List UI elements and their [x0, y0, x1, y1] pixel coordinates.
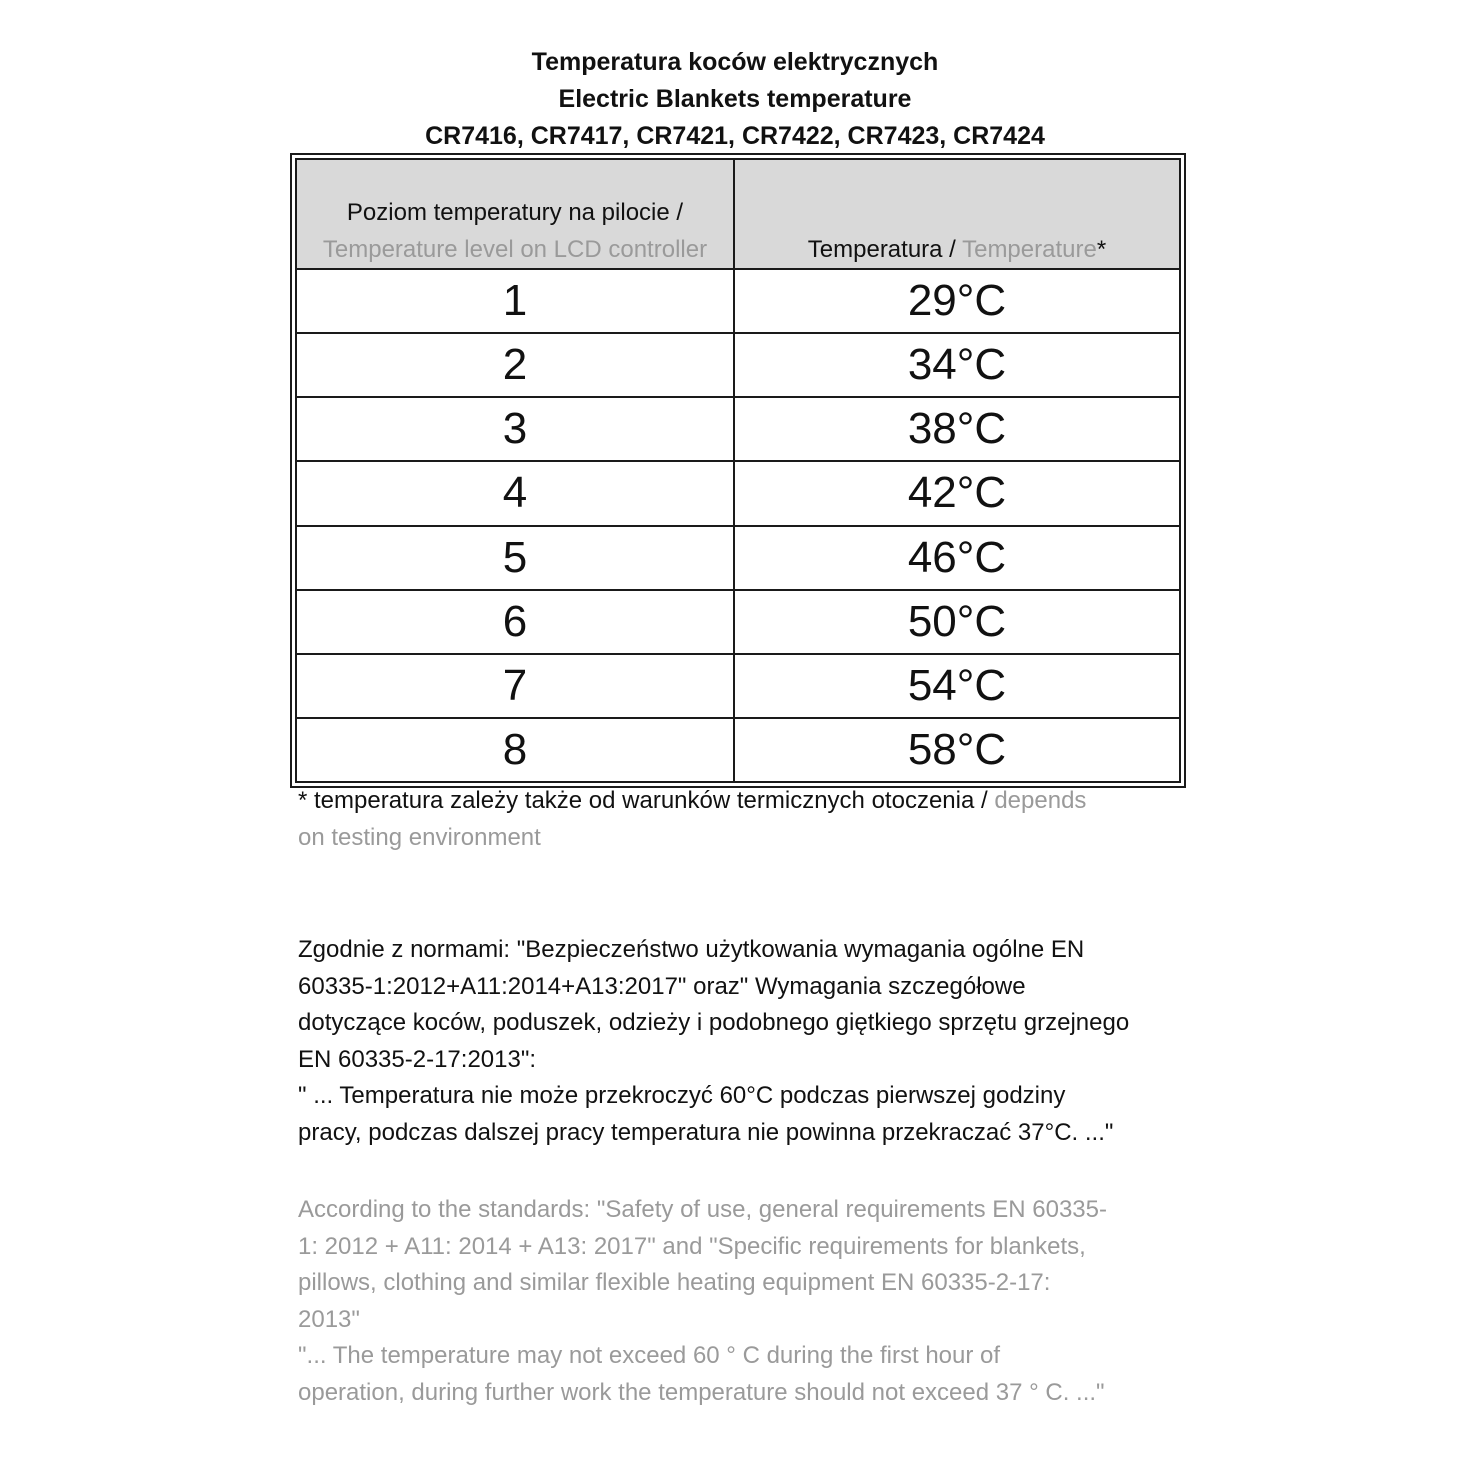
level-cell: 3 [296, 397, 734, 461]
paragraph-line: According to the standards: "Safety of use, general requirements EN 60335- [298, 1196, 1107, 1223]
temperature-cell: 34°C [734, 333, 1180, 397]
temperature-table-frame [290, 153, 1186, 788]
paragraph-line: 1: 2012 + A11: 2014 + A13: 2017" and "Specific requirements for blankets, [298, 1232, 1086, 1260]
footnote-en-part1: depends [994, 787, 1087, 814]
table-footnote [298, 783, 1178, 856]
temperature-cell: 29°C [734, 269, 1180, 333]
level-cell: 4 [296, 461, 734, 525]
footnote-en-part2: on testing environment [298, 823, 541, 851]
paragraph-line: Zgodnie z normami: "Bezpieczeństwo użytkowania wymagania ogólne EN [298, 936, 1085, 963]
paragraph-line: operation, during further work the temperature should not exceed 37 ° C. ..." [298, 1378, 1105, 1406]
title-line-pl: Temperatura koców elektrycznych [531, 48, 939, 76]
footnote-pl: * temperatura zależy także od warunków termicznych otoczenia / [298, 787, 988, 814]
temperature-cell: 46°C [734, 526, 1180, 590]
table-row [296, 526, 1180, 590]
table-row [296, 461, 1180, 525]
paragraph-line: dotyczące koców, poduszek, odzieży i podobnego giętkiego sprzętu grzejnego [298, 1009, 1130, 1037]
temperature-cell: 50°C [734, 590, 1180, 654]
table-row [296, 397, 1180, 461]
temperature-table [295, 158, 1181, 783]
header-level-pl: Poziom temperatury na pilocie / [346, 199, 684, 226]
level-cell: 5 [296, 526, 734, 590]
temperature-cell: 58°C [734, 718, 1180, 782]
paragraph-line: 2013" [298, 1305, 360, 1333]
level-cell: 6 [296, 590, 734, 654]
document-title [0, 44, 1470, 155]
header-temperature-cell [734, 159, 1180, 269]
level-cell: 2 [296, 333, 734, 397]
paragraph-line: pillows, clothing and similar flexible heating equipment EN 60335-2-17: [298, 1269, 1051, 1297]
standards-paragraph-pl [298, 932, 1188, 1152]
paragraph-line: 60335-1:2012+A11:2014+A13:2017" oraz" Wymagania szczegółowe [298, 972, 1026, 1000]
header-temperature-en: Temperature [962, 236, 1097, 263]
table-row [296, 718, 1180, 782]
temperature-cell: 42°C [734, 461, 1180, 525]
temperature-cell: 54°C [734, 654, 1180, 718]
table-row [296, 590, 1180, 654]
header-temperature-pl: Temperatura / [807, 236, 956, 263]
title-line-models: CR7416, CR7417, CR7421, CR7422, CR7423, CR7424 [425, 122, 1045, 150]
table-row [296, 333, 1180, 397]
temperature-cell: 38°C [734, 397, 1180, 461]
header-level-en: Temperature level on LCD controller [322, 236, 708, 263]
level-cell: 8 [296, 718, 734, 782]
paragraph-line: EN 60335-2-17:2013": [298, 1045, 537, 1073]
level-cell: 1 [296, 269, 734, 333]
table-header-row [296, 159, 1180, 269]
paragraph-line: pracy, podczas dalszej pracy temperatura nie powinna przekraczać 37°C. ..." [298, 1118, 1114, 1146]
table-row [296, 654, 1180, 718]
standards-paragraph-en [298, 1192, 1188, 1412]
header-level-cell [296, 159, 734, 269]
header-asterisk: * [1096, 236, 1107, 263]
paragraph-line: " ... Temperatura nie może przekroczyć 60°C podczas pierwszej godziny [298, 1082, 1066, 1110]
paragraph-line: "... The temperature may not exceed 60 ° C during the first hour of [298, 1342, 1001, 1370]
level-cell: 7 [296, 654, 734, 718]
table-row [296, 269, 1180, 333]
title-line-en: Electric Blankets temperature [558, 85, 912, 113]
